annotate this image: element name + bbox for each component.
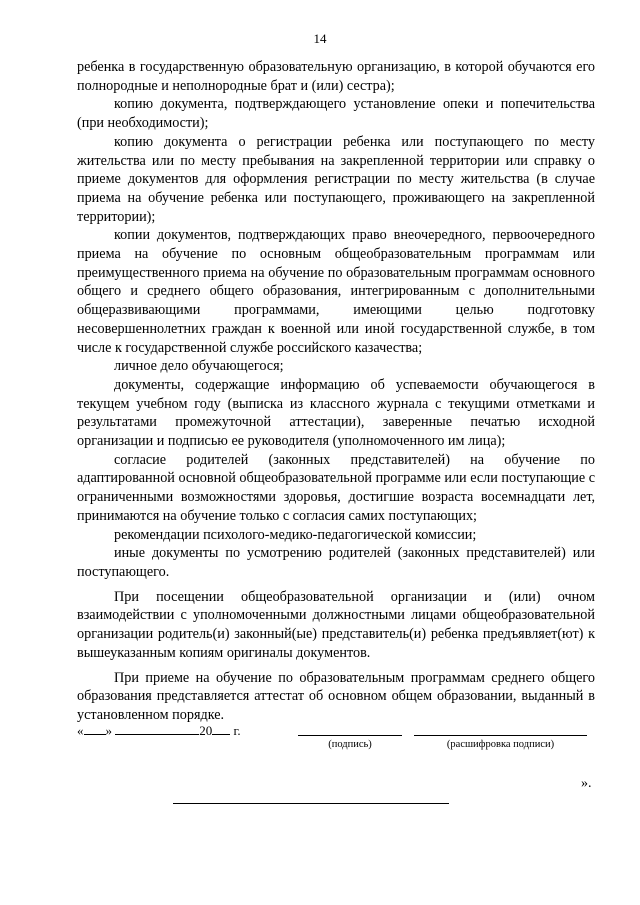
paragraph: рекомендации психолого-медико-педагогической комиссии; bbox=[114, 526, 477, 543]
signature-caption: (подпись) bbox=[328, 739, 372, 750]
paragraph: личное дело обучающегося; bbox=[114, 358, 284, 375]
document-body bbox=[77, 58, 595, 725]
month-blank bbox=[115, 723, 199, 735]
closing-quote: ». bbox=[581, 776, 592, 791]
year-prefix: 20 bbox=[199, 723, 213, 738]
paragraph: иные документы по усмотрению родителей (законных представителей) или поступающего. bbox=[77, 545, 595, 580]
paragraph: При посещении общеобразовательной организации и (или) очном взаимодействии с уполномоченными должностными лицами общеобразовательной организации родитель(и) законный(ые) представитель(и) ребенка предъявляет(ют) к вышеуказанным копиям оригиналы документов. bbox=[77, 588, 595, 661]
year-blank bbox=[212, 723, 230, 735]
page-number: 14 bbox=[313, 31, 327, 46]
paragraph: согласие родителей (законных представителей) на обучение по адаптированной основной общеобразовательной программе или если поступающие с ограниченными возможностями здоровья, достигшие возраста восемнадцати лет, принимаются на обучение только с согласия самих поступающих; bbox=[77, 451, 595, 524]
paragraph: копию документа, подтверждающего установление опеки и попечительства (при необходимости); bbox=[77, 96, 595, 132]
day-blank bbox=[84, 723, 106, 735]
paragraph: документы, содержащие информацию об успеваемости обучающегося в текущем учебном году (выписка из классного журнала с текущими отметками и результатами промежуточной аттестации), заверенные печатью исходной организации и подписью ее руководителя (уполномоченного им лица); bbox=[77, 376, 595, 450]
date-quote-open: « bbox=[77, 723, 84, 738]
paragraph: копии документов, подтверждающих право внеочередного, первоочередного приема на обучение по основным общеобразовательным программам или преимущественного приема на обучение по образовательным программам основного общего и среднего общего образования, интегрированным с дополнительными общеразвивающими программами, имеющими целью подготовку несовершеннолетних граждан к военной или иной государственной службе, в том числе к государственной службе российского казачества; bbox=[77, 227, 595, 356]
date-quote-close: » bbox=[105, 723, 112, 738]
signature-decoding-caption: (расшифровка подписи) bbox=[446, 739, 555, 750]
year-suffix: г. bbox=[233, 723, 241, 738]
signature-decoding-line bbox=[414, 735, 587, 736]
paragraph: копию документа о регистрации ребенка или поступающего по месту жительства или по месту пребывания на закрепленной территории или справку о приеме документов для оформления регистрации по месту жительства (в случае приема на обучение ребенка или поступающего, проживающего на закрепленной территории); bbox=[77, 133, 595, 225]
paragraph: ребенка в государственную образовательную организацию, в которой обучаются его полнородные и неполнородные брат и (или) сестра); bbox=[77, 59, 595, 94]
date-line bbox=[77, 723, 241, 739]
signature-line bbox=[298, 735, 402, 736]
closing-rule bbox=[173, 803, 449, 804]
paragraph: При приеме на обучение по образовательным программам среднего общего образования представляется аттестат об основном общем образовании, выданный в установленном порядке. bbox=[77, 669, 595, 723]
